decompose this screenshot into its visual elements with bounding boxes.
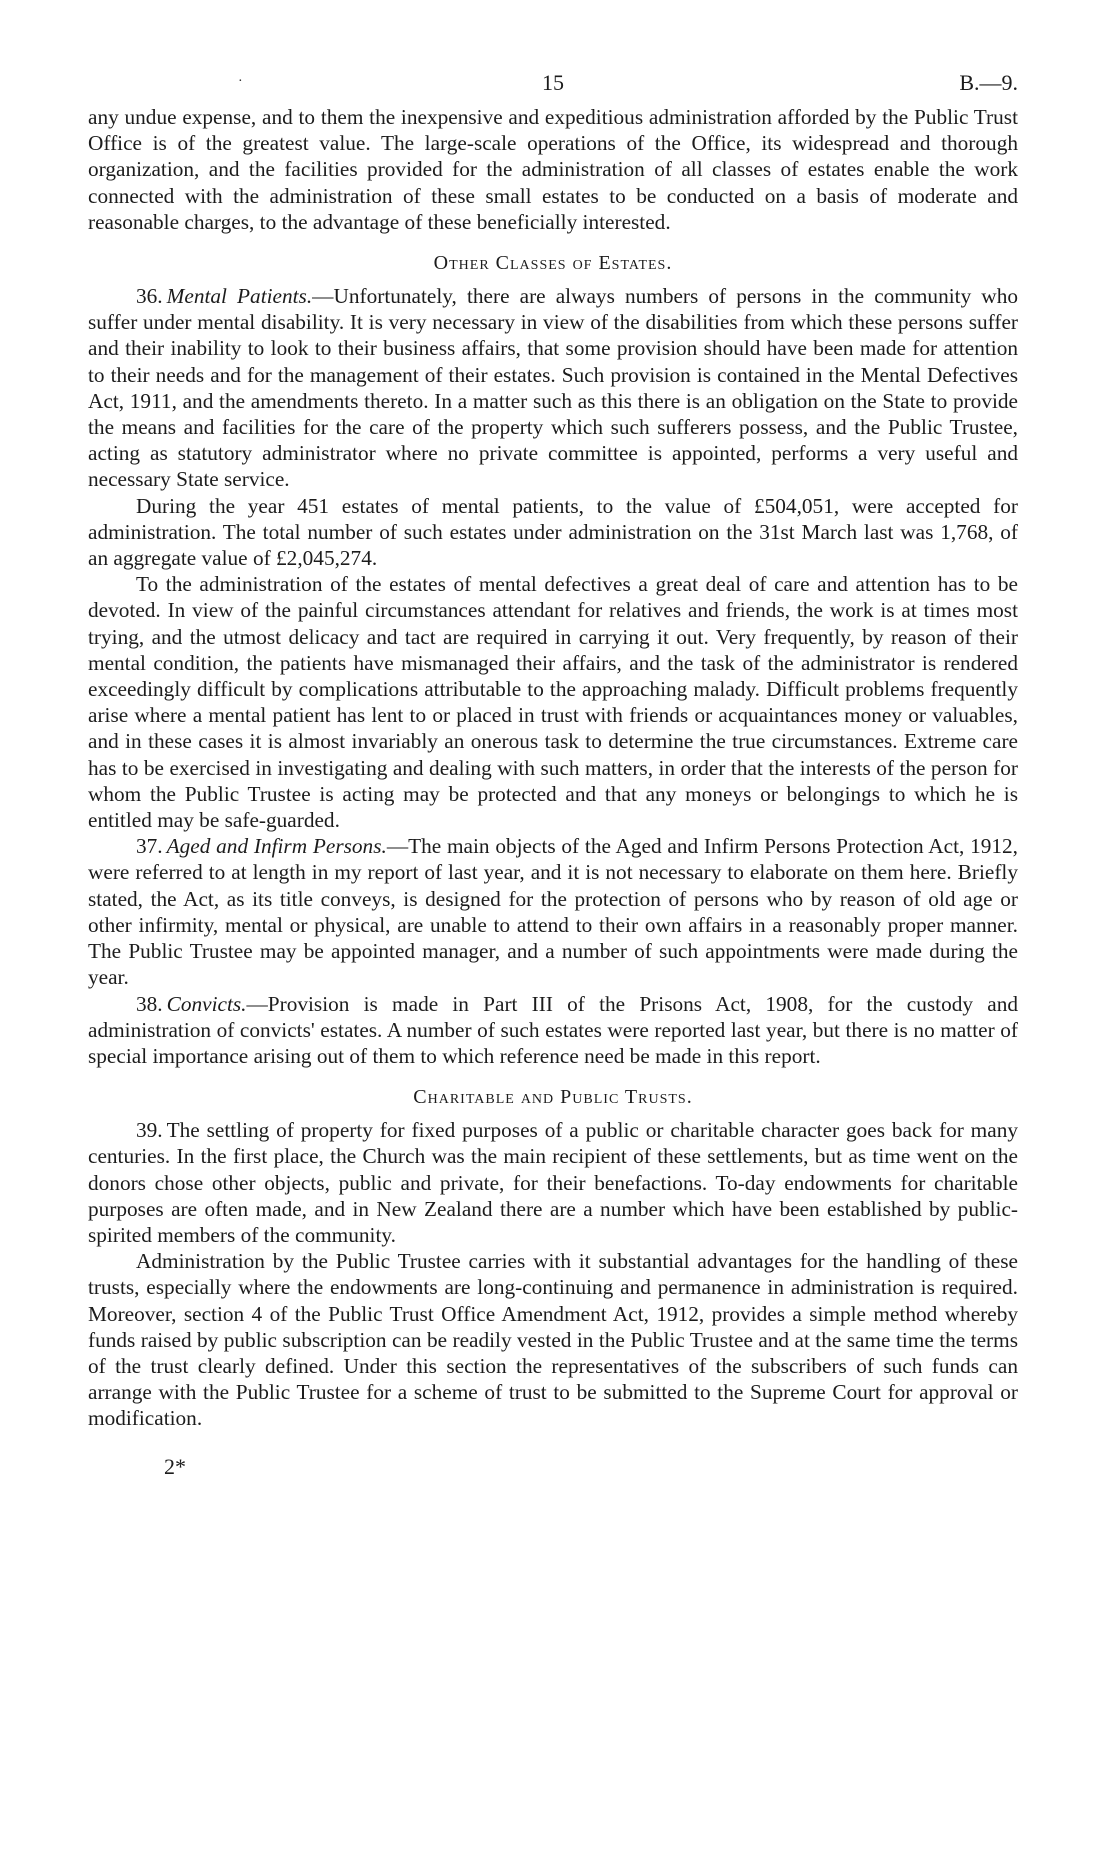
paragraph-title: Mental Patients. xyxy=(166,284,313,309)
paragraph-37 xyxy=(88,833,1018,990)
paragraph-number: 38. xyxy=(136,991,163,1016)
paragraph-text: —The main objects of the Aged and Infirm Persons Protection Act, 1912, were referred to at length in my report of last year, and it is not necessary to elaborate on them here. Briefly stated, the Act, as its title conveys, is designed for the protection of persons who by reason of old age or other infirmity, mental or physical, are unable to attend to their own affairs in a reasonably proper manner. The Public Trustee may be appointed manager, and a number of such appointments were made during the year. xyxy=(88,834,1018,990)
paragraph-text: The settling of property for fixed purposes of a public or charitable character goes back for many centuries. In the first place, the Church was the main recipient of these settlements, but as time went on the donors chose other objects, public and private, for their benefactions. To-day endowments for charitable purposes are often made, and in New Zealand there are a number which have been established by public-spirited members of the community. xyxy=(88,1118,1018,1247)
intro-paragraph: any undue expense, and to them the inexpensive and expeditious administration afforded by the Public Trust Office is of the greatest value. The large-scale operations of the Office, its widespread and thorough organization, and the facilities provided for the administration of all classes of estates enable the work connected with the administration of these small estates to be conducted on a basis of moderate and reasonable charges, to the advantage of these beneficially interested. xyxy=(88,105,1018,234)
paragraph-number: 36. xyxy=(136,284,163,309)
paragraph-36-b: During the year 451 estates of mental patients, to the value of £504,051, were accepted for administration. The total number of such estates under administration on the 31st March last was 1,768, of an aggregate value of £2,045,274. xyxy=(88,493,1018,571)
page-number: 15 xyxy=(542,70,564,95)
paragraph-38 xyxy=(88,991,1018,1070)
section-heading-charitable-trusts: Charitable and Public Trusts. xyxy=(413,1086,693,1109)
document-page xyxy=(88,70,1018,1850)
signature-mark: 2* xyxy=(164,1453,186,1479)
document-reference: B.—9. xyxy=(959,70,1018,95)
paragraph-title: Convicts. xyxy=(166,991,247,1016)
paragraph-36 xyxy=(88,283,1018,493)
paragraph-36-c: To the administration of the estates of mental defectives a great deal of care and attention has to be devoted. In view of the painful circumstances attendant for relatives and friends, the work is at times most trying, and the utmost delicacy and tact are required in carrying it out. Very frequently, by reason of their mental condition, the patients have mismanaged their affairs, and the task of the administrator is rendered exceedingly difficult by complications attributable to the approaching malady. Difficult problems frequently arise where a mental patient has lent to or placed in trust with friends or acquaintances money or valuables, and in these cases it is almost invariably an onerous task to determine the true circumstances. Extreme care has to be exercised in investigating and dealing with such matters, in order that the interests of the person for whom the Public Trustee is acting may be protected and that any moneys or belongings to which he is entitled may be safe-guarded. xyxy=(88,572,1018,833)
paragraph-number: 39. xyxy=(136,1118,163,1143)
header-dot: · xyxy=(238,74,243,89)
paragraph-39-b: Administration by the Public Trustee carries with it substantial advantages for the handling of these trusts, especially where the endowments are long-continuing and permanence in administration is required. Moreover, section 4 of the Public Trust Office Amendment Act, 1912, provides a simple method whereby funds raised by public subscription can be readily vested in the Public Trustee and at the same time the terms of the trust clearly defined. Under this section the representatives of the subscribers of such funds can arrange with the Public Trustee for a scheme of trust to be submitted to the Supreme Court for approval or modification. xyxy=(88,1249,1018,1431)
paragraph-39 xyxy=(88,1117,1018,1248)
paragraph-text: —Provision is made in Part III of the Prisons Act, 1908, for the custody and administration of convicts' estates. A number of such estates were reported last year, but there is no matter of special importance arising out of them to which reference need be made in this report. xyxy=(88,991,1018,1068)
paragraph-title: Aged and Infirm Persons. xyxy=(166,834,387,859)
paragraph-number: 37. xyxy=(136,834,163,859)
paragraph-text: —Unfortunately, there are always numbers of persons in the community who suffer under mental disability. It is very necessary in view of the disabilities from which these persons suffer and their inability to look to their business affairs, that some provision should have been made for attention to their needs and for the management of their estates. Such provision is contained in the Mental Defectives Act, 1911, and the amendments thereto. In a matter such as this there is an obligation on the State to provide the means and facilities for the care of the property which such sufferers possess, and the Public Trustee, acting as statutory administrator where no private committee is appointed, performs a very useful and necessary State service. xyxy=(88,284,1018,492)
page-header xyxy=(88,70,1018,104)
section-heading-other-classes: Other Classes of Estates. xyxy=(433,252,673,275)
